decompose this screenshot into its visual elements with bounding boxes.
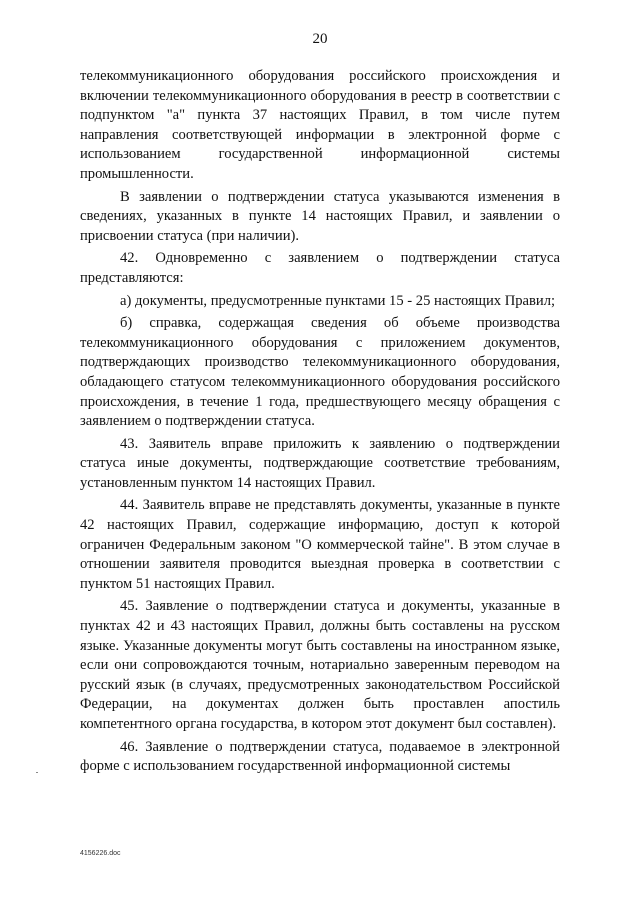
page-number: 20 <box>312 31 328 47</box>
paragraph-continuation: телекоммуникационного оборудования российского происхождения и включении телекоммуникационного оборудования в реестр в соответствии с подпунктом "а" пункта 37 настоящих Правил, в том числе путем направления соответствующей информации в электронной форме с использованием государственной информационной системы промышленности. <box>80 68 560 182</box>
paragraph-status-changes: В заявлении о подтверждении статуса указываются изменения в сведениях, указанных в пункте 14 настоящих Правил, и заявлении о присвоении статуса (при наличии). <box>80 188 560 244</box>
paragraph-42: 42. Одновременно с заявлением о подтверждении статуса представляются: <box>80 250 560 286</box>
paragraph-46: 46. Заявление о подтверждении статуса, подаваемое в электронной форме с использованием государственной информационной системы <box>80 738 560 775</box>
paragraph-43: 43. Заявитель вправе приложить к заявлению о подтверждении статуса иные документы, подтверждающие соответствие требованиям, установленным пунктом 14 настоящих Правил. <box>80 435 560 491</box>
paragraph-45: 45. Заявление о подтверждении статуса и документы, указанные в пунктах 42 и 43 настоящих Правил, должны быть составлены на русском языке. Указанные документы могут быть составлены на иностранном языке, если они сопровождаются точным, нотариально заверенным переводом на русский язык (в случаях, предусмотренных законодательством Российской Федерации, на документах должен быть проставлен апостиль компетентного органа государства, в котором этот документ был составлен). <box>80 598 560 732</box>
paragraph-44: 44. Заявитель вправе не представлять документы, указанные в пункте 42 настоящих Правил, содержащие информацию, доступ к которой ограничен Федеральным законом "О коммерческой тайне". В этом случае в отношении заявителя проводится выездная проверка в соответствии с пунктом 51 настоящих Правил. <box>80 497 560 592</box>
document-body <box>80 67 560 780</box>
paragraph-42-b: б) справка, содержащая сведения об объеме производства телекоммуникационного оборудования с приложением документов, подтверждающих производство телекоммуникационного оборудования, обладающего статусом телекоммуникационного оборудования российского происхождения, в течение 1 года, предшествующего месяцу обращения с заявлением о подтверждении статуса. <box>80 315 560 430</box>
paragraph-42-a: а) документы, предусмотренные пунктами 15 - 25 настоящих Правил; <box>120 292 556 309</box>
footer-filename: 4156226.doc <box>80 850 121 857</box>
margin-mark <box>36 772 38 773</box>
